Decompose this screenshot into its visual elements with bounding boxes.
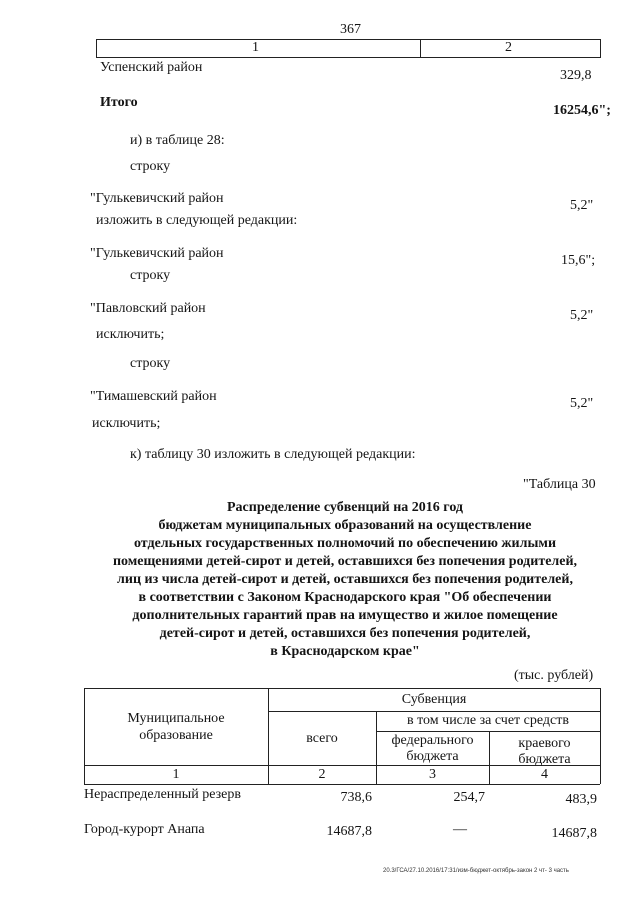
- table30-title-line: дополнительных гарантий прав на имущество и жилое помещение: [132, 608, 558, 623]
- total-value: 16254,6";: [553, 103, 611, 118]
- header-subvention: Субвенция: [401, 692, 467, 707]
- gulkevich-1-value: 5,2": [570, 198, 594, 213]
- top-table-col2: 2: [505, 40, 512, 55]
- top-table-border-left: [96, 39, 97, 57]
- item-i: и) в таблице 28:: [130, 133, 225, 148]
- total-label: Итого: [100, 95, 138, 110]
- table-row-federal: —: [453, 822, 467, 837]
- timashevsk-value: 5,2": [570, 396, 594, 411]
- col-number: 3: [429, 767, 436, 782]
- table-row-total: 14687,8: [326, 824, 372, 839]
- table30-title-line: в Краснодарском крае": [270, 644, 420, 659]
- table30-label: "Таблица 30: [523, 477, 596, 492]
- gulkevich-2-name: "Гулькевичский район: [90, 246, 224, 261]
- top-table-border-right: [600, 39, 601, 57]
- t30-line-incl: [376, 731, 600, 732]
- header-municipality: образование: [139, 728, 213, 743]
- t30-border-bottom: [84, 784, 600, 785]
- top-table-row-value: 329,8: [560, 68, 592, 83]
- stroku-1: строку: [130, 159, 171, 174]
- table30-title-line: отдельных государственных полномочий по обеспечению жилыми: [133, 536, 557, 551]
- header-including: в том числе за счет средств: [407, 713, 569, 728]
- header-regional: краевого: [518, 736, 571, 751]
- table30-title-line: в соответствии с Законом Краснодарского края "Об обеспечении: [138, 590, 552, 605]
- header-total: всего: [306, 731, 338, 746]
- t30-border-right: [600, 688, 601, 784]
- header-federal: федерального: [391, 733, 474, 748]
- col-number: 2: [318, 767, 326, 782]
- t30-border-top: [84, 688, 600, 689]
- units-label: (тыс. рублей): [514, 668, 594, 683]
- t30-line-sub: [268, 711, 600, 712]
- header-regional: бюджета: [518, 752, 571, 767]
- table30-title-line: детей-сирот и детей, оставшихся без попечения родителей,: [159, 626, 531, 641]
- page-number: 367: [340, 22, 361, 37]
- top-table-border-top: [96, 39, 601, 40]
- table-row-regional: 483,9: [565, 792, 597, 807]
- table-row-federal: 254,7: [453, 790, 485, 805]
- top-table-row-name: Успенский район: [100, 60, 203, 75]
- col-number: 1: [172, 767, 180, 782]
- table30-title-line: помещениями детей-сирот и детей, оставшихся без попечения родителей,: [112, 554, 578, 569]
- gulkevich-2-value: 15,6";: [561, 253, 596, 268]
- table-row-total: 738,6: [340, 790, 372, 805]
- table30-title-line: Распределение субвенций на 2016 год: [227, 500, 463, 515]
- pavlovsk-name: "Павловский район: [90, 301, 206, 316]
- gulkevich-1-name: "Гулькевичский район: [90, 191, 224, 206]
- stroku-3: строку: [130, 356, 171, 371]
- item-k: к) таблицу 30 изложить в следующей редакции:: [130, 447, 416, 462]
- col-number: 4: [541, 767, 548, 782]
- pavlovsk-value: 5,2": [570, 308, 594, 323]
- table-row-name: Город-курорт Анапа: [84, 822, 205, 837]
- timashevsk-name: "Тимашевский район: [90, 389, 217, 404]
- table-row-name: Нераспределенный резерв: [84, 787, 241, 802]
- table30-title-line: лиц из числа детей-сирот и детей, оставшихся без попечения родителей,: [117, 572, 573, 587]
- table-row-regional: 14687,8: [551, 826, 597, 841]
- table30-title-line: бюджетам муниципальных образований на осуществление: [158, 518, 532, 533]
- top-table-divider: [420, 39, 421, 57]
- header-federal: бюджета: [406, 749, 459, 764]
- header-municipality: Муниципальное: [127, 711, 225, 726]
- top-table-col1: 1: [252, 40, 259, 55]
- izlozhit: изложить в следующей редакции:: [96, 213, 298, 228]
- iskluchit-2: исключить;: [92, 416, 161, 431]
- top-table-border-bottom: [96, 57, 601, 58]
- footer-ref: 20.3/ГСА/27.10.2016/17:31/изм-бюджет-октябрь-закон 2 чт- 3 часть: [383, 868, 569, 874]
- stroku-2: строку: [130, 268, 171, 283]
- iskluchit-1: исключить;: [96, 327, 165, 342]
